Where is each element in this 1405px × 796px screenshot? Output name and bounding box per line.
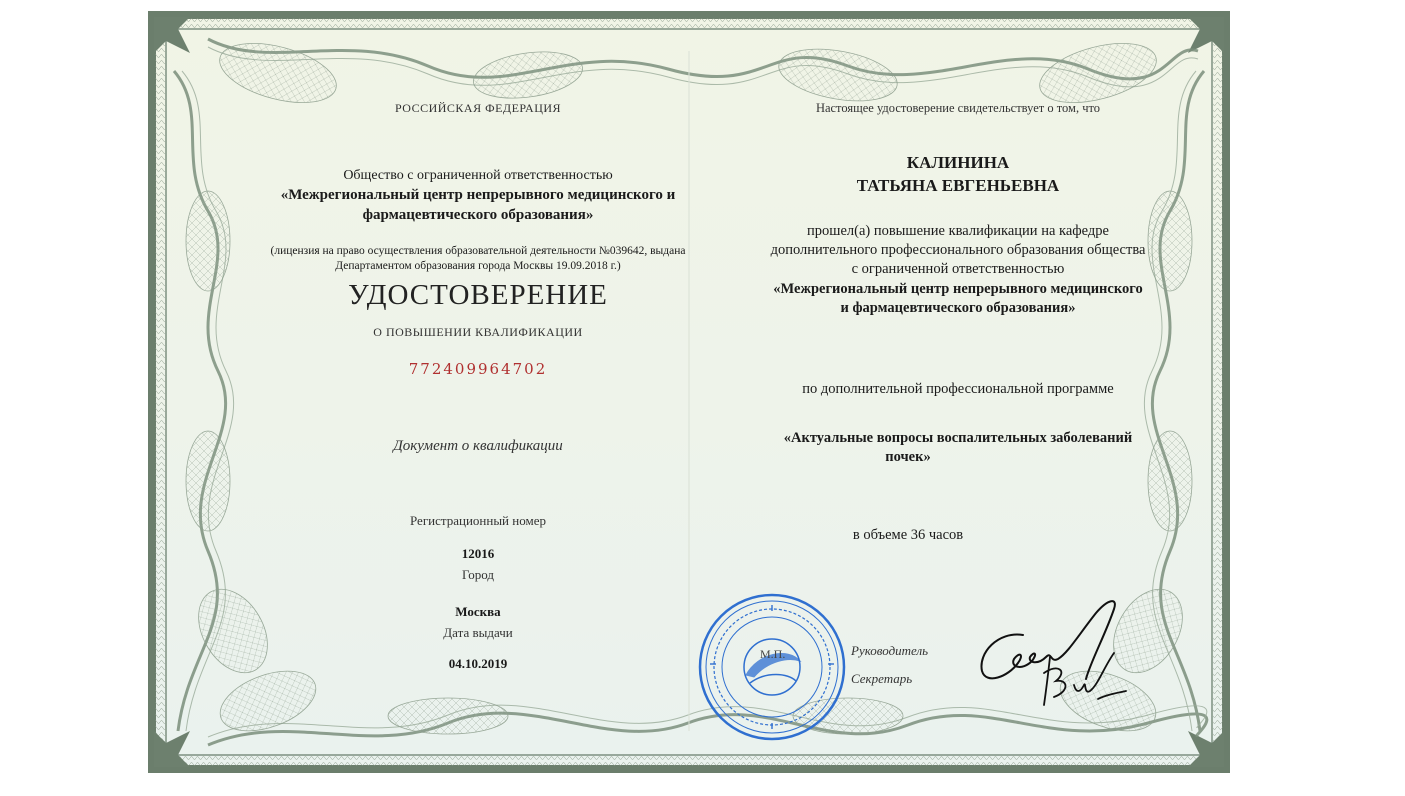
registration-label: Регистрационный номер bbox=[410, 513, 546, 528]
program-title-line1: «Актуальные вопросы воспалительных заболеваний bbox=[783, 430, 1133, 446]
document-subtitle: О ПОВЫШЕНИИ КВАЛИФИКАЦИИ bbox=[373, 325, 583, 339]
official-seal bbox=[696, 591, 848, 743]
city-value: Москва bbox=[455, 604, 501, 619]
issue-date-label: Дата выдачи bbox=[443, 625, 513, 640]
city-label: Город bbox=[461, 567, 495, 582]
registration-number: 12016 bbox=[461, 546, 495, 561]
secretary-label: Секретарь bbox=[851, 671, 913, 686]
seal-mark: М.П. bbox=[760, 647, 786, 661]
org-name-line1: «Межрегиональный центр непрерывного медицинского и bbox=[280, 187, 676, 203]
document-kind: Документ о квалификации bbox=[393, 438, 563, 454]
secretary-signature bbox=[1028, 647, 1138, 717]
program-title-line2: почек» bbox=[885, 449, 931, 465]
document-number: 772409964702 bbox=[408, 360, 548, 378]
license-line2: Департаментом образования города Москвы 19.09.2018 г.) bbox=[335, 260, 621, 272]
surname: КАЛИНИНА bbox=[906, 153, 1010, 172]
license-line1: (лицензия на право осуществления образовательной деятельности №039642, выдана bbox=[270, 245, 686, 257]
body-line3: с ограниченной ответственностью bbox=[851, 261, 1065, 277]
issue-date: 04.10.2019 bbox=[448, 656, 508, 671]
program-label: по дополнительной профессиональной программе bbox=[802, 381, 1114, 397]
head-label: Руководитель bbox=[851, 643, 929, 658]
body-line1: прошел(а) повышение квалификации на кафедре bbox=[807, 223, 1109, 239]
org-name-line2: фармацевтического образования» bbox=[362, 207, 594, 223]
hours-text: в объеме 36 часов bbox=[852, 527, 964, 543]
given-names: ТАТЬЯНА ЕВГЕНЬЕВНА bbox=[856, 176, 1060, 195]
org-type: Общество с ограниченной ответственностью bbox=[343, 168, 613, 183]
body-line2: дополнительного профессионального образования общества bbox=[770, 242, 1146, 258]
country-label: РОССИЙСКАЯ ФЕДЕРАЦИЯ bbox=[394, 101, 562, 115]
intro-text: Настоящее удостоверение свидетельствует о том, что bbox=[815, 101, 1101, 115]
certificate bbox=[148, 11, 1230, 773]
org-line2: и фармацевтического образования» bbox=[840, 300, 1076, 316]
org-line1: «Межрегиональный центр непрерывного медицинского bbox=[773, 281, 1143, 297]
document-title: УДОСТОВЕРЕНИЕ bbox=[348, 279, 608, 311]
